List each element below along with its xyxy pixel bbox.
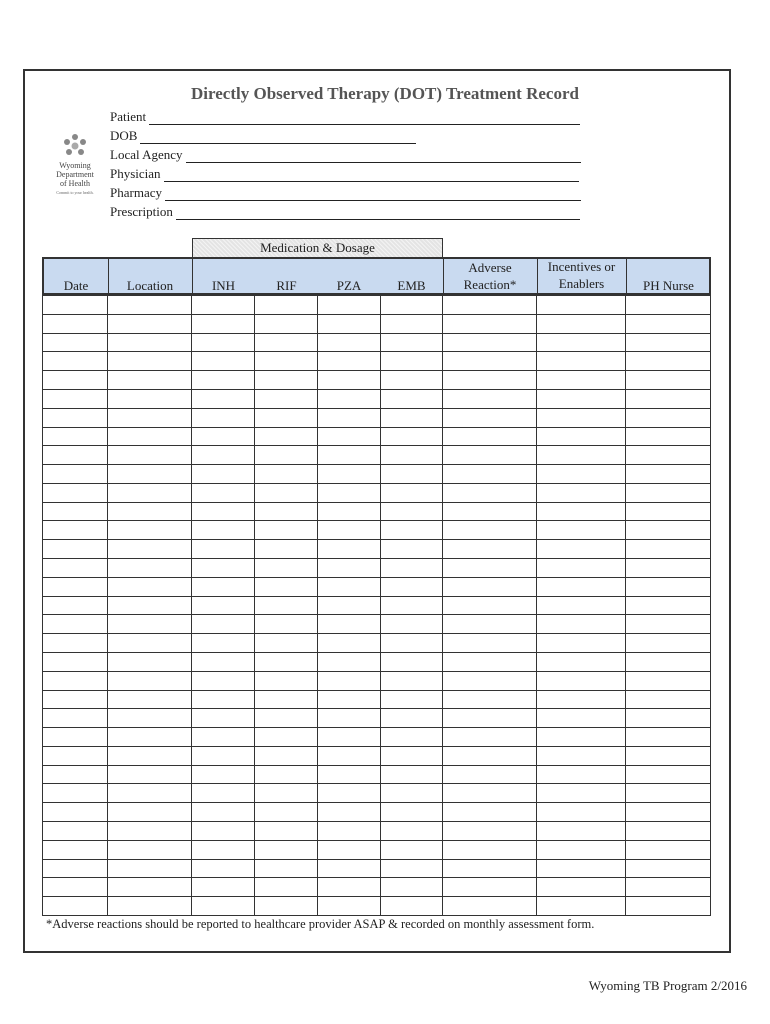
- table-row-line: [42, 558, 711, 559]
- table-row-line: [42, 295, 711, 296]
- table-row-line: [42, 671, 711, 672]
- col-header-date: [44, 277, 108, 294]
- table-row-line: [42, 708, 711, 709]
- dob-line[interactable]: [140, 131, 416, 144]
- dob-field[interactable]: [110, 127, 416, 144]
- logo-line-1: Wyoming: [59, 161, 91, 170]
- table-row-line: [42, 821, 711, 822]
- table-row-line: [42, 464, 711, 465]
- table-row-line: [42, 652, 711, 653]
- prescription-field[interactable]: [110, 203, 580, 220]
- patient-label: Patient: [110, 109, 147, 124]
- col-header-incentives-line2: Enablers: [558, 276, 605, 291]
- local-agency-label: Local Agency: [110, 147, 183, 162]
- pharmacy-field[interactable]: [110, 184, 581, 201]
- col-header-rif: [255, 277, 318, 294]
- table-row-line: [42, 408, 711, 409]
- local-agency-field[interactable]: [110, 146, 581, 163]
- table-row-line: [42, 520, 711, 521]
- table-row-line: [42, 896, 711, 897]
- table-row-line: [42, 633, 711, 634]
- table-row-line: [42, 690, 711, 691]
- table-row-line: [42, 840, 711, 841]
- table-row-line: [42, 351, 711, 352]
- table-row-line: [42, 577, 711, 578]
- col-header-emb-label: EMB: [397, 278, 426, 293]
- table-row-line: [42, 445, 711, 446]
- table-row-line: [42, 859, 711, 860]
- table-row-line: [42, 727, 711, 728]
- table-row-line: [42, 502, 711, 503]
- form-title: Directly Observed Therapy (DOT) Treatment Record: [191, 84, 579, 103]
- logo-line-2: Department: [56, 170, 94, 179]
- table-row-line: [42, 783, 711, 784]
- col-header-inh: [192, 277, 255, 294]
- logo-tagline: Commit to your health.: [56, 190, 94, 195]
- logo-line-3: of Health: [60, 179, 90, 188]
- prescription-label: Prescription: [110, 204, 173, 219]
- logo-icon: [62, 133, 88, 159]
- wyoming-doh-logo: [50, 133, 100, 195]
- pharmacy-line[interactable]: [165, 188, 581, 201]
- table-row-line: [42, 427, 711, 428]
- col-header-date-label: Date: [63, 278, 89, 293]
- col-header-adverse-reaction: [443, 259, 537, 293]
- table-header: [42, 257, 711, 295]
- col-header-rif-label: RIF: [276, 278, 297, 293]
- col-header-location-label: Location: [126, 278, 174, 293]
- local-agency-line[interactable]: [186, 150, 581, 163]
- physician-field[interactable]: [110, 165, 579, 182]
- program-footer: Wyoming TB Program 2/2016: [588, 978, 747, 993]
- col-header-location: [108, 277, 192, 294]
- col-header-emb: [380, 277, 443, 294]
- dob-label: DOB: [110, 128, 138, 143]
- medication-dosage-header: Medication & Dosage: [192, 238, 443, 258]
- col-header-adverse-line1: Adverse: [468, 260, 512, 275]
- table-row-line: [42, 877, 711, 878]
- patient-field[interactable]: [110, 108, 580, 125]
- col-header-ph-nurse-label: PH Nurse: [643, 278, 694, 293]
- col-header-ph-nurse: [626, 277, 711, 294]
- patient-line[interactable]: [149, 112, 580, 125]
- col-header-pza: [318, 277, 380, 294]
- col-header-incentives-line1: Incentives or: [547, 259, 616, 274]
- table-row-line: [42, 389, 711, 390]
- table-row-line: [42, 483, 711, 484]
- col-header-incentives-enablers: [537, 258, 626, 292]
- table-row-line: [42, 915, 711, 916]
- table-row-line: [42, 333, 711, 334]
- table-row-line: [42, 746, 711, 747]
- table-row-line: [42, 802, 711, 803]
- table-row-line: [42, 765, 711, 766]
- physician-label: Physician: [110, 166, 161, 181]
- col-header-pza-label: PZA: [336, 278, 362, 293]
- table-row-line: [42, 370, 711, 371]
- col-header-adverse-line2: Reaction*: [463, 277, 517, 292]
- adverse-reaction-footnote: *Adverse reactions should be reported to healthcare provider ASAP & recorded on monthly assessment form.: [46, 917, 595, 931]
- table-row-line: [42, 614, 711, 615]
- table-row-line: [42, 314, 711, 315]
- prescription-line[interactable]: [176, 207, 580, 220]
- pharmacy-label: Pharmacy: [110, 185, 162, 200]
- physician-line[interactable]: [164, 169, 579, 182]
- col-header-inh-label: INH: [211, 278, 236, 293]
- table-row-line: [42, 539, 711, 540]
- table-row-line: [42, 596, 711, 597]
